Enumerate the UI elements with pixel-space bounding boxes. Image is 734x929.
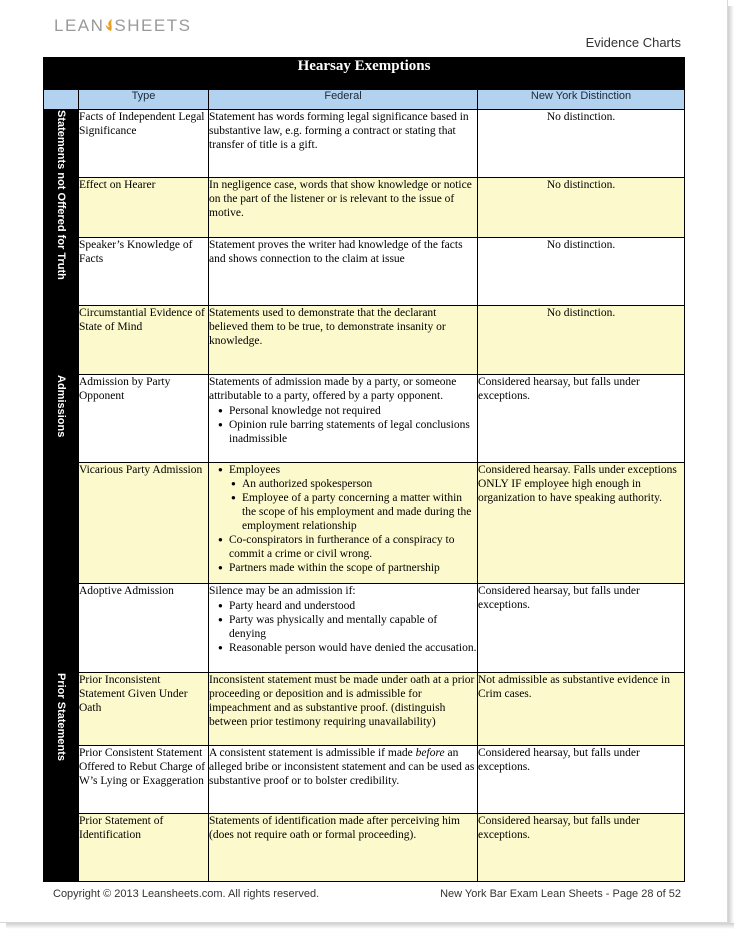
table-row (44, 673, 685, 746)
row-ny: Considered hearsay. Falls under exceptions ONLY IF employee high enough in organization to have speaking authority. (478, 463, 685, 584)
header-type: Type (79, 90, 209, 110)
page-shadow-right (728, 6, 734, 929)
leansheets-logo (54, 16, 191, 36)
table-title: Hearsay Exemptions (44, 58, 685, 90)
row-federal (209, 463, 478, 584)
hearsay-exemptions-table (43, 57, 685, 882)
bullet-item: ● Employees ● An authorized spokesperson ● Employee of a party concerning a matter within the scope of his employment and made during the employment relationship (229, 463, 477, 533)
row-federal (209, 375, 478, 463)
row-federal: Inconsistent statement must be made under oath at a prior proceeding or deposition and is admissible for impeachment and as substantive proof. (distinguish between prior testimony requiring unavailability) (209, 673, 478, 746)
bullet-list (209, 599, 477, 655)
row-type: Prior Statement of Identification (79, 814, 209, 882)
row-ny: No distinction. (478, 178, 685, 238)
row-ny: Not admissible as substantive evidence in Crim cases. (478, 673, 685, 746)
header-blank (44, 90, 79, 110)
row-type: Circumstantial Evidence of State of Mind (79, 306, 209, 375)
row-federal: Statements used to demonstrate that the declarant believed them to be true, to demonstrate insanity or knowledge. (209, 306, 478, 375)
logo-swoosh-icon (104, 18, 114, 32)
bullet-list (209, 404, 477, 446)
bullet-item: ● Opinion rule barring statements of legal conclusions inadmissible (229, 418, 477, 446)
row-ny: No distinction. (478, 306, 685, 375)
row-type: Admission by Party Opponent (79, 375, 209, 463)
row-federal: In negligence case, words that show knowledge or notice on the part of the listener or is relevant to the issue of motive. (209, 178, 478, 238)
page-shadow-bottom (6, 923, 734, 929)
table-row (44, 375, 685, 463)
row-type: Prior Consistent Statement Offered to Rebut Charge of W’s Lying or Exaggeration (79, 746, 209, 814)
logo-text-sheets: SHEETS (114, 16, 192, 35)
row-federal: Statements of identification made after perceiving him (does not require oath or formal proceeding). (209, 814, 478, 882)
row-federal: Statement proves the writer had knowledge of the facts and shows connection to the claim at issue (209, 238, 478, 306)
row-ny: Considered hearsay, but falls under exceptions. (478, 584, 685, 673)
row-type: Vicarious Party Admission (79, 463, 209, 584)
footer-copyright: Copyright © 2013 Leansheets.com. All rights reserved. (53, 888, 320, 900)
footer-page-number: New York Bar Exam Lean Sheets - Page 28 of 52 (440, 888, 681, 900)
group-label-not-for-truth: Statements not Offered for Truth (44, 110, 79, 375)
bullet-item: ● Personal knowledge not required (229, 404, 477, 418)
emphasis-before: before (415, 747, 445, 759)
table-row (44, 238, 685, 306)
row-type: Speaker’s Knowledge of Facts (79, 238, 209, 306)
bullet-item: ● Reasonable person would have denied the accusation. (229, 641, 477, 655)
sub-bullet-item: ● Employee of a party concerning a matter within the scope of his employment and made during the employment relationship (242, 491, 477, 533)
bullet-list (209, 463, 477, 575)
logo-text-lean: LEAN (54, 16, 105, 35)
table-row (44, 463, 685, 584)
row-federal (209, 584, 478, 673)
row-ny: No distinction. (478, 238, 685, 306)
row-ny: No distinction. (478, 110, 685, 178)
table-row (44, 306, 685, 375)
table-row (44, 814, 685, 882)
row-ny: Considered hearsay, but falls under exceptions. (478, 814, 685, 882)
table-row (44, 746, 685, 814)
row-ny: Considered hearsay, but falls under exceptions. (478, 375, 685, 463)
group-label-admissions: Admissions (44, 375, 79, 673)
section-title: Evidence Charts (585, 35, 681, 50)
row-ny: Considered hearsay, but falls under exceptions. (478, 746, 685, 814)
sub-bullet-item: ● An authorized spokesperson (242, 477, 477, 491)
row-type: Effect on Hearer (79, 178, 209, 238)
bullet-item: ● Party was physically and mentally capable of denying (229, 613, 477, 641)
row-type: Facts of Independent Legal Significance (79, 110, 209, 178)
row-federal: A consistent statement is admissible if made before an alleged bribe or inconsistent statement and can be used as substantive proof or to bolster credibility. (209, 746, 478, 814)
row-type: Adoptive Admission (79, 584, 209, 673)
bullet-item: ● Partners made within the scope of partnership (229, 561, 477, 575)
bullet-item: ● Party heard and understood (229, 599, 477, 613)
table-row (44, 110, 685, 178)
group-label-prior-statements: Prior Statements (44, 673, 79, 882)
header-federal: Federal (209, 90, 478, 110)
bullet-item: ● Co-conspirators in furtherance of a conspiracy to commit a crime or civil wrong. (229, 533, 477, 561)
federal-intro: Silence may be an admission if: (209, 585, 356, 597)
row-federal: Statement has words forming legal significance based in substantive law, e.g. forming a contract or stating that transfer of title is a gift. (209, 110, 478, 178)
table-row (44, 178, 685, 238)
federal-intro: Statements of admission made by a party, or someone attributable to a party, offered by a party opponent. (209, 376, 457, 402)
header-ny: New York Distinction (478, 90, 685, 110)
row-type: Prior Inconsistent Statement Given Under Oath (79, 673, 209, 746)
sub-bullet-list (229, 477, 477, 533)
table-row (44, 584, 685, 673)
